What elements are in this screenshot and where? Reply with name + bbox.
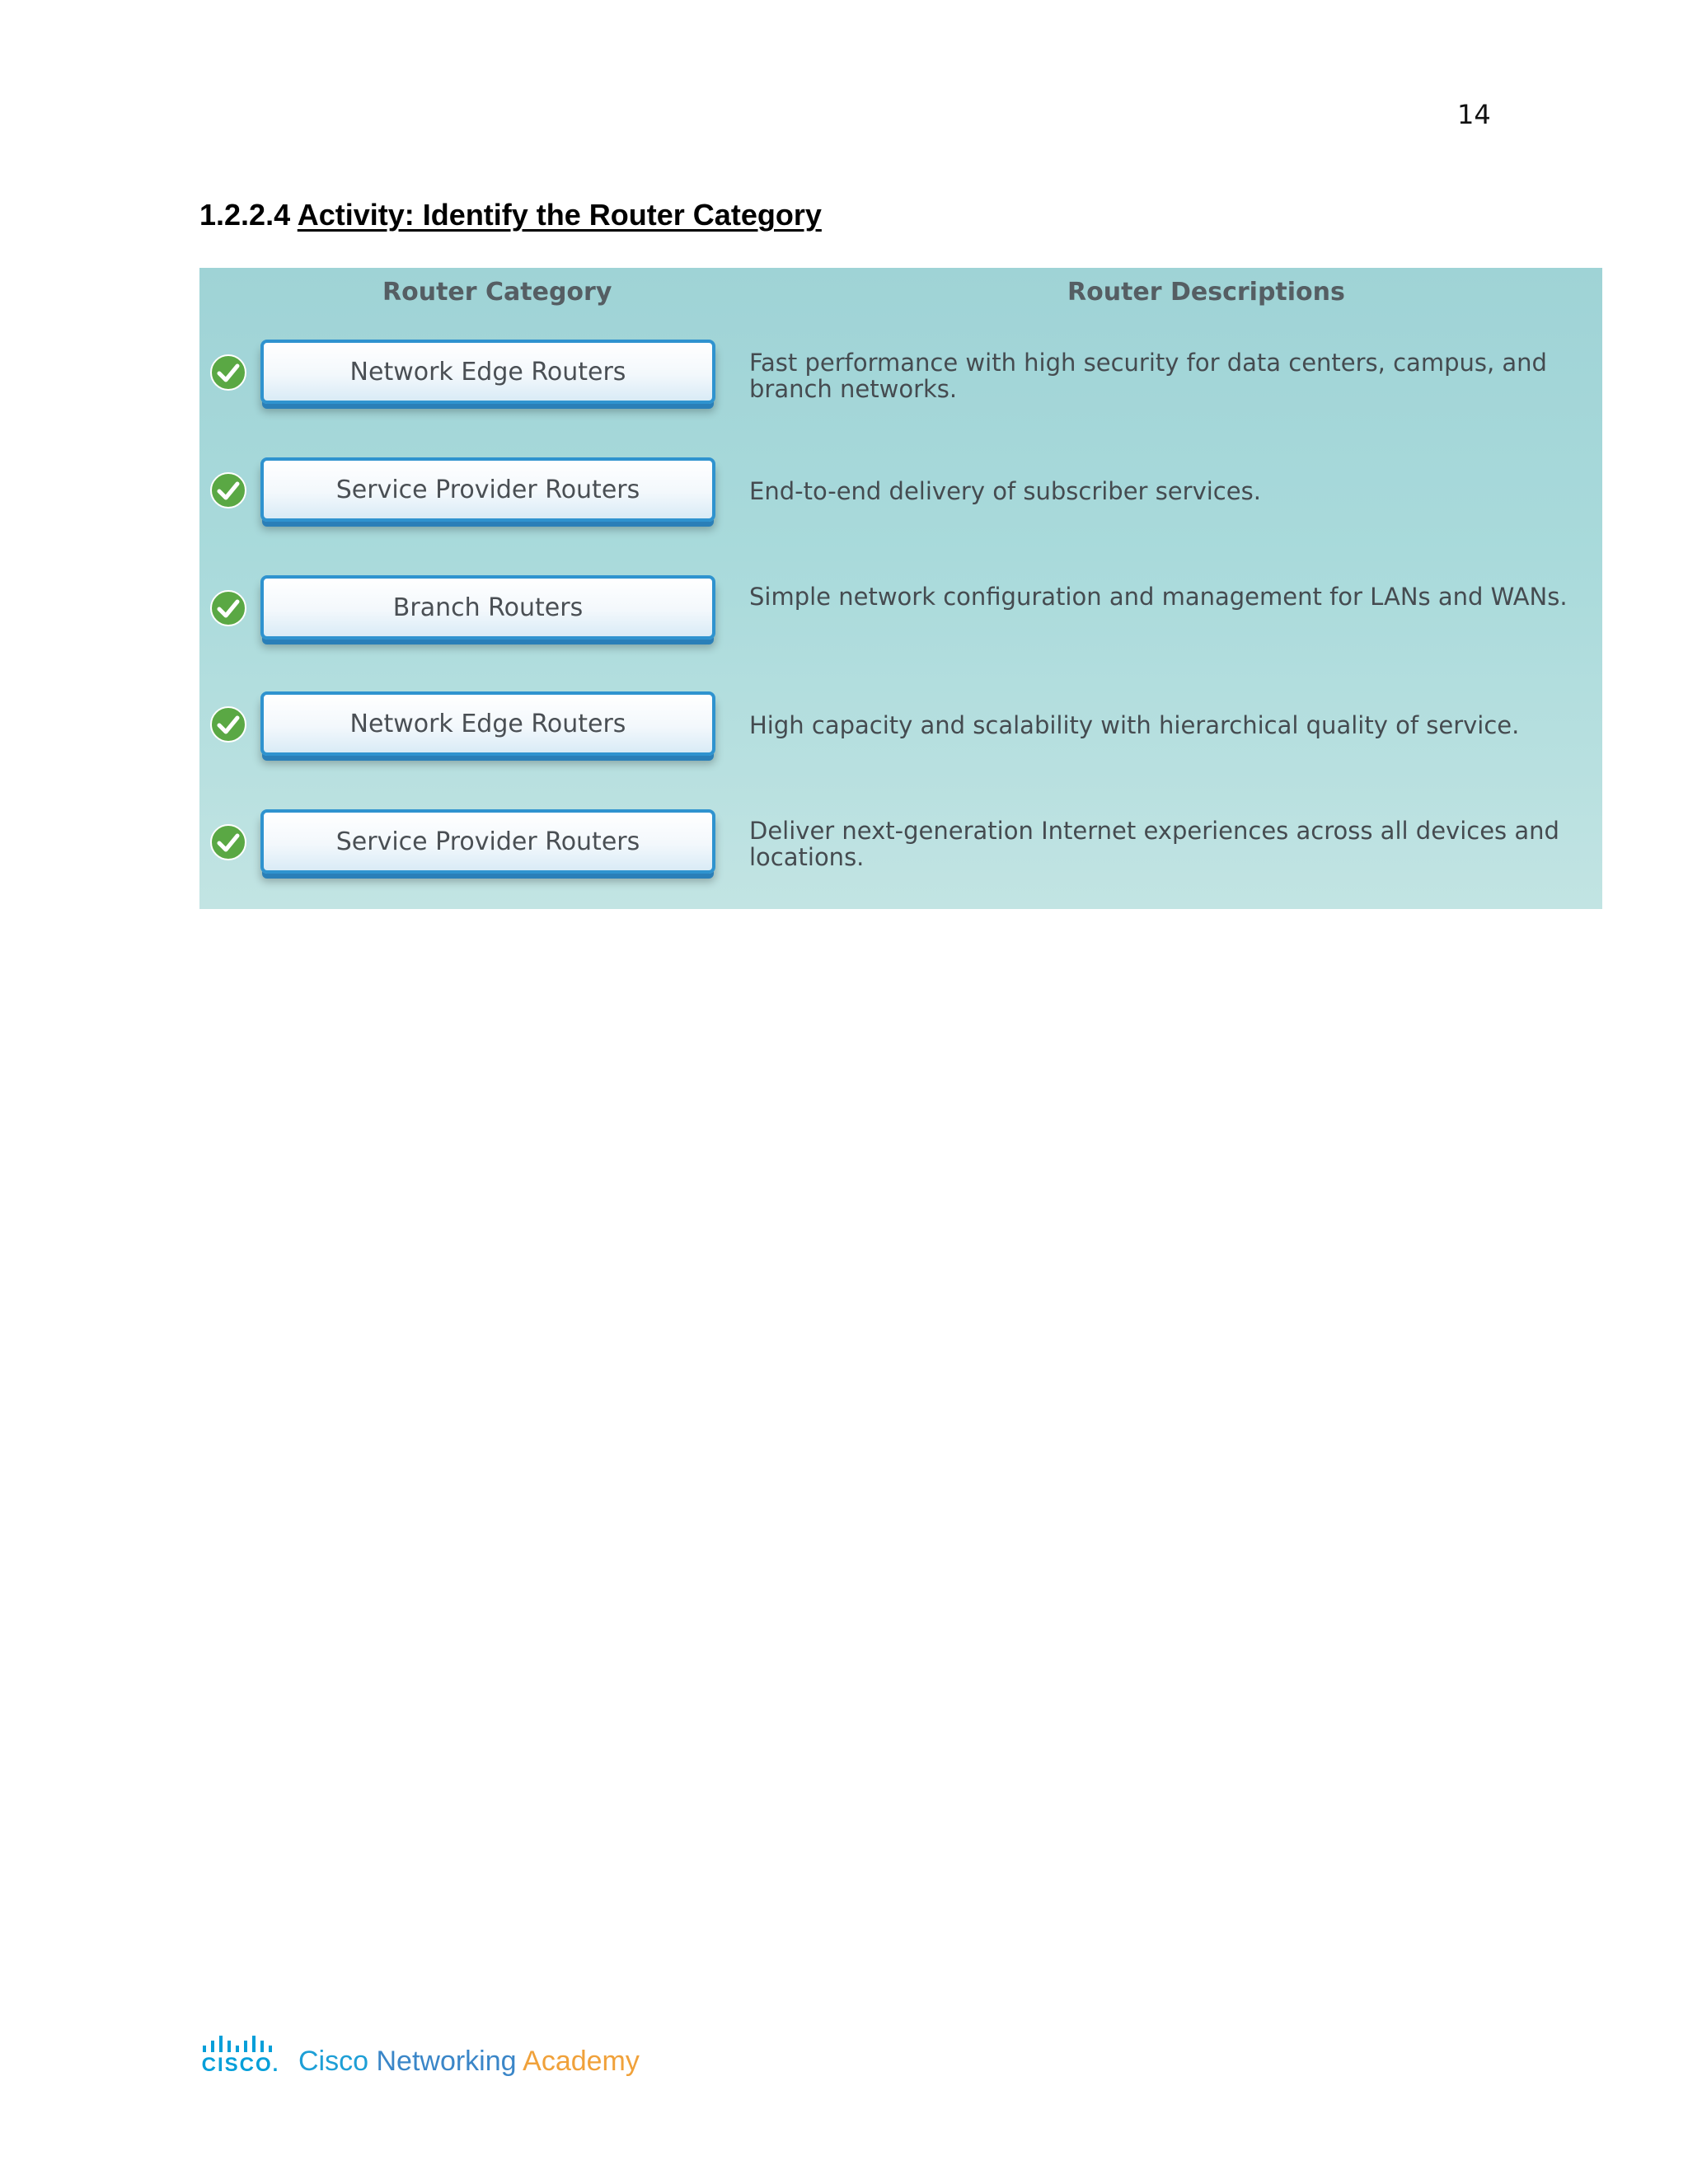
category-button[interactable]: Network Edge Routers bbox=[260, 340, 715, 404]
academy-word-academy: Academy bbox=[523, 2046, 640, 2077]
category-button[interactable]: Service Provider Routers bbox=[260, 457, 715, 522]
router-description: Fast performance with high security for data centers, campus, and branch networks. bbox=[749, 349, 1547, 403]
router-category-activity bbox=[199, 268, 1602, 909]
academy-wordmark bbox=[298, 2047, 640, 2075]
activity-row bbox=[199, 445, 1602, 527]
activity-row bbox=[199, 679, 1602, 762]
check-circle-icon bbox=[209, 471, 247, 509]
router-description: End-to-end delivery of subscriber services. bbox=[749, 477, 1261, 505]
category-button[interactable]: Branch Routers bbox=[260, 575, 715, 640]
category-button[interactable]: Service Provider Routers bbox=[260, 809, 715, 874]
cisco-bars-icon bbox=[201, 2034, 280, 2055]
activity-row bbox=[199, 327, 1602, 410]
router-description: Deliver next-generation Internet experiences across all devices and locations. bbox=[749, 817, 1559, 871]
academy-word-cisco: Cisco bbox=[298, 2046, 369, 2077]
check-circle-icon bbox=[209, 705, 247, 743]
cisco-logo bbox=[201, 2034, 280, 2075]
check-circle-icon bbox=[209, 589, 247, 627]
section-heading bbox=[199, 198, 822, 232]
activity-row bbox=[199, 563, 1602, 645]
check-circle-icon bbox=[209, 354, 247, 391]
section-title: Activity: Identify the Router Category bbox=[297, 198, 822, 232]
category-button[interactable]: Network Edge Routers bbox=[260, 691, 715, 756]
router-category-header: Router Category bbox=[382, 278, 612, 307]
page-number: 14 bbox=[1457, 99, 1491, 130]
cisco-wordmark: CISCO. bbox=[201, 2054, 280, 2076]
check-circle-icon bbox=[209, 823, 247, 861]
router-description: Simple network configuration and management for LANs and WANs. bbox=[749, 583, 1568, 611]
academy-word-networking: Networking bbox=[376, 2046, 517, 2077]
section-number: 1.2.2.4 bbox=[199, 198, 291, 232]
router-descriptions-header: Router Descriptions bbox=[1067, 278, 1345, 307]
activity-row bbox=[199, 797, 1602, 879]
router-description: High capacity and scalability with hierarchical quality of service. bbox=[749, 711, 1520, 739]
cisco-networking-academy-logo bbox=[201, 2034, 640, 2075]
